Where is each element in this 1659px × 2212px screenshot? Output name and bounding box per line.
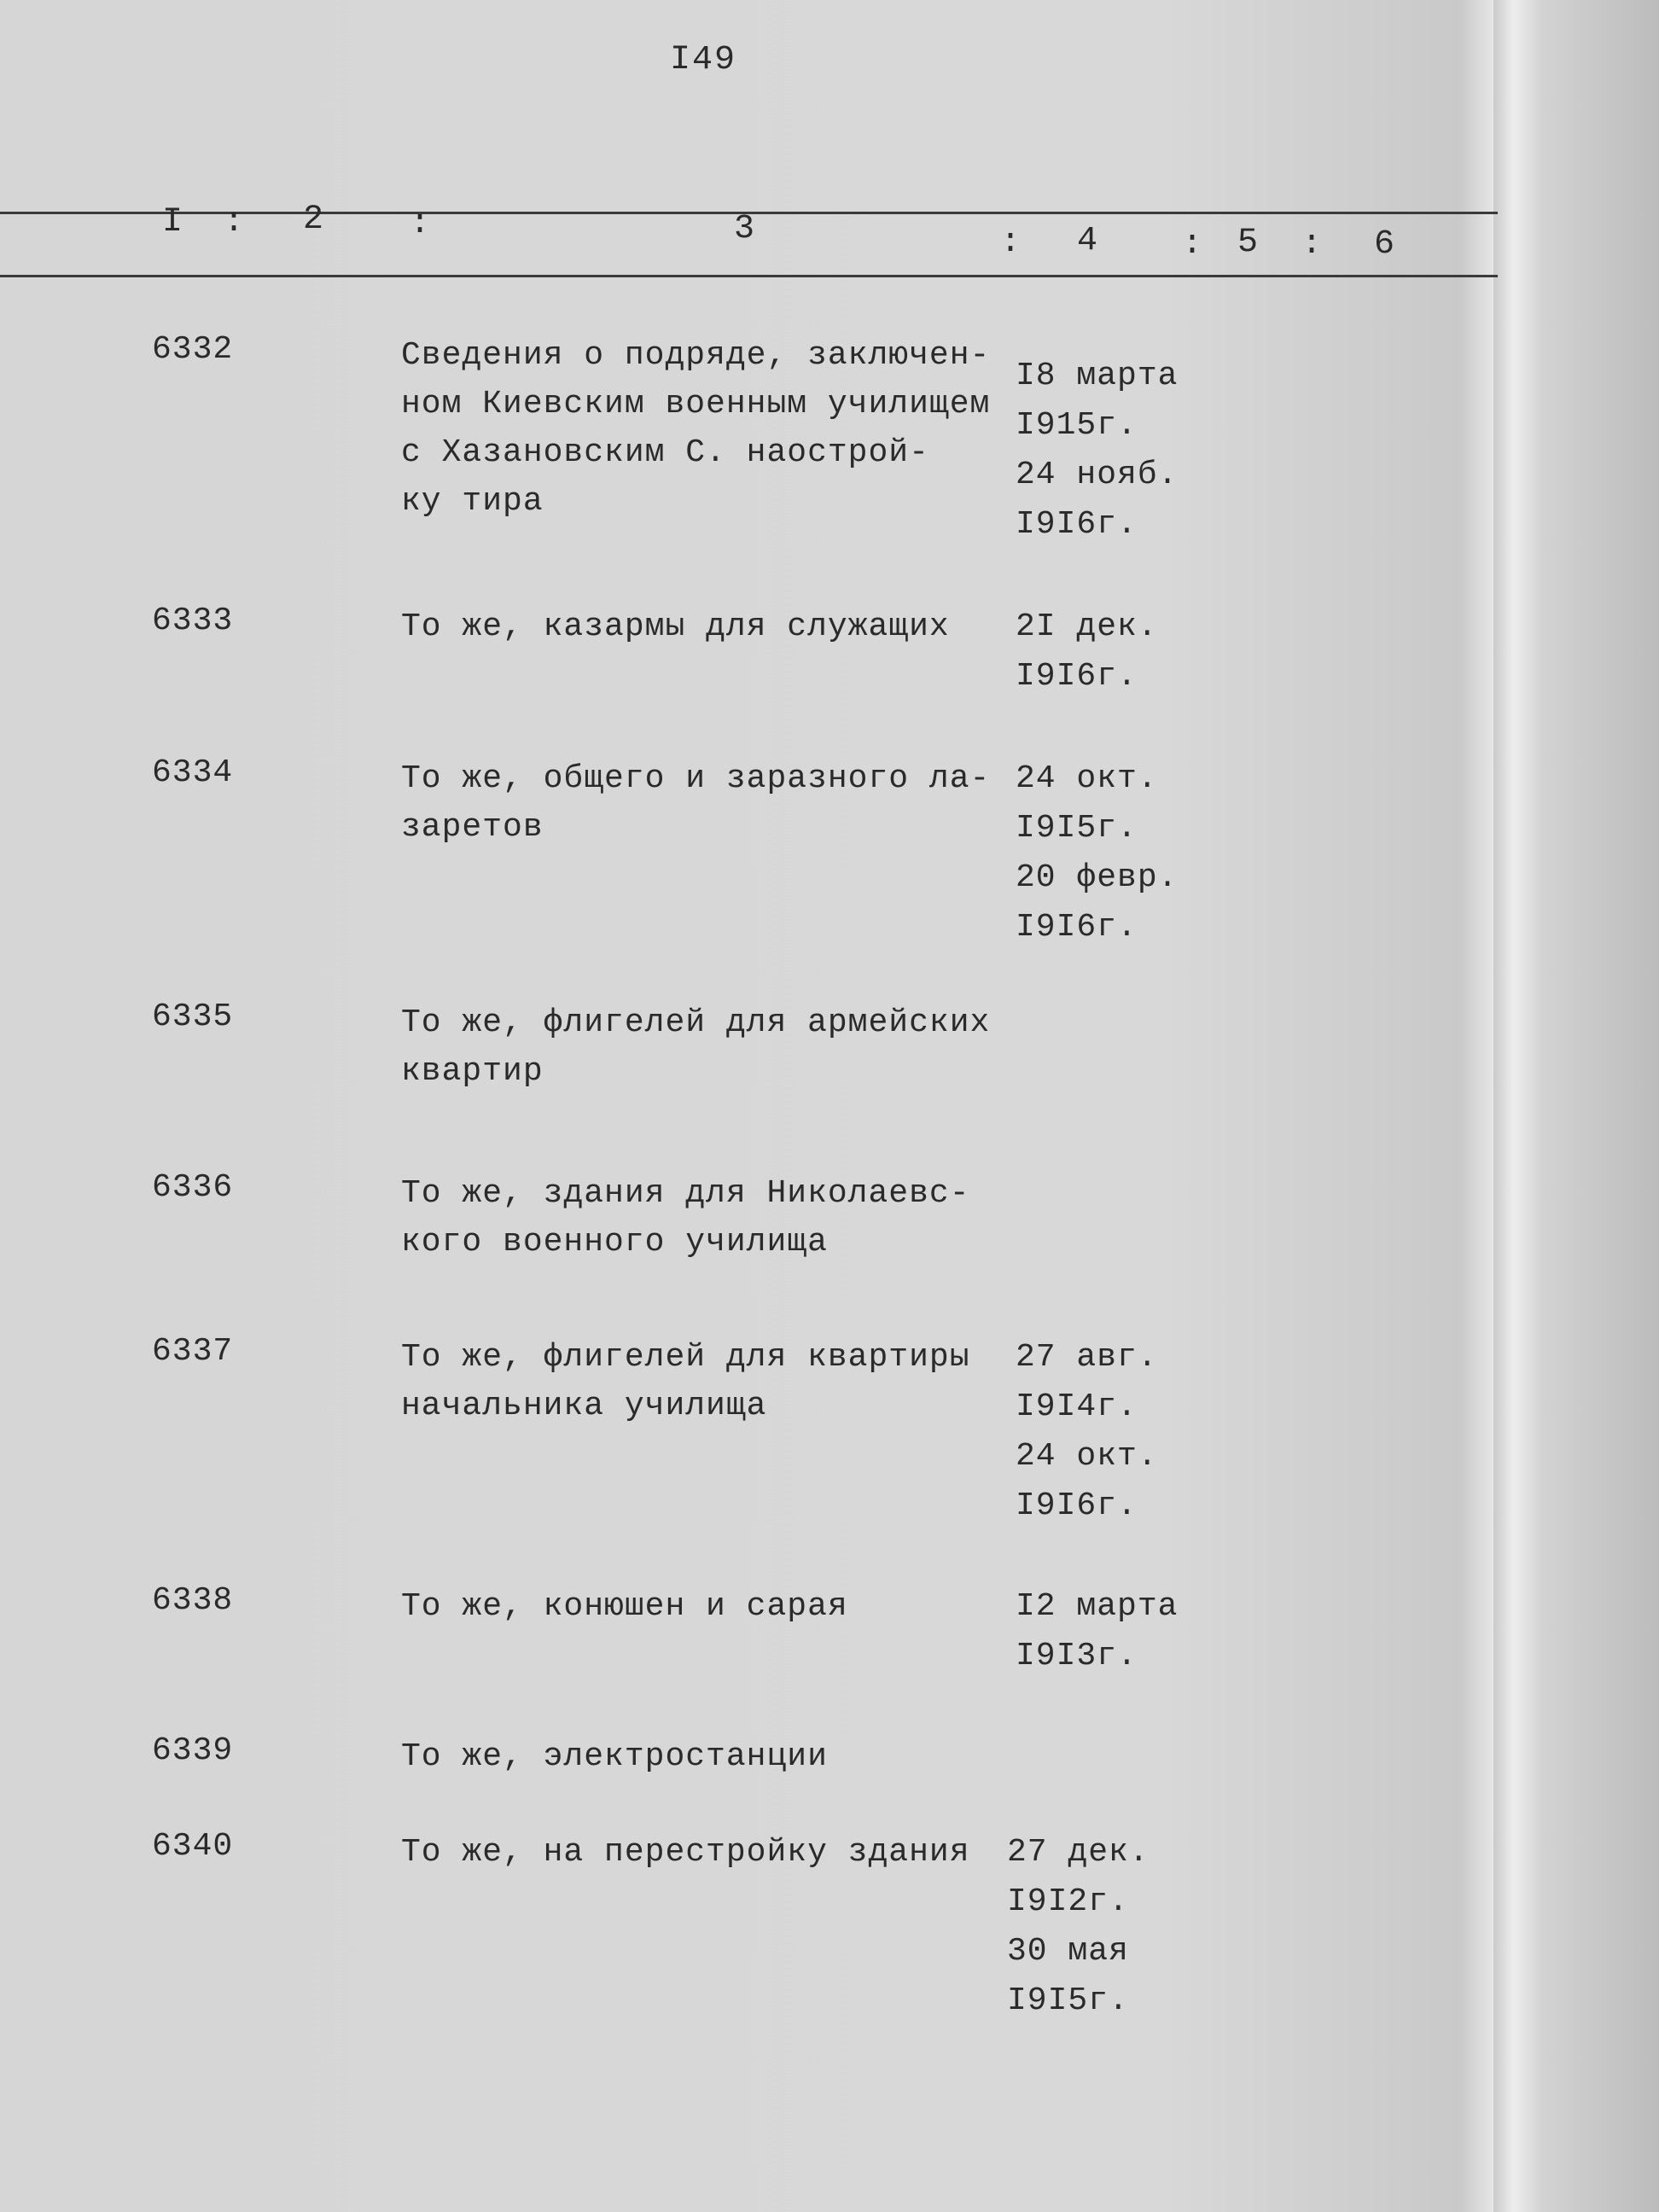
column-header-1: I: [162, 203, 183, 242]
entry-date: I9I2г.: [1007, 1883, 1129, 1920]
entry-title: То же, общего и заразного ла- заретов: [401, 760, 991, 846]
column-separator: :: [224, 203, 245, 242]
header-rule-bottom: [0, 275, 1498, 277]
entry-dates: [1016, 1582, 1203, 1681]
entry-number: 6340: [152, 1828, 234, 1865]
page-number: I49: [670, 41, 737, 79]
page-edge-shadow: [1493, 0, 1659, 2212]
column-separator: :: [1301, 225, 1323, 264]
entry-dates: [1007, 1828, 1195, 2026]
column-header-6: 6: [1374, 225, 1395, 264]
column-separator: :: [1182, 225, 1203, 264]
column-header-3: 3: [734, 210, 755, 248]
entry-date: I9I5г.: [1007, 1982, 1129, 2019]
entry-dates: [1016, 754, 1203, 952]
column-header-2: 2: [303, 201, 324, 239]
entry-number: 6333: [152, 602, 234, 639]
entry-number: 6332: [152, 331, 234, 368]
entry-dates: [1016, 602, 1203, 701]
entry-date: 24 окт.: [1016, 760, 1158, 797]
entry-title: То же, на перестройку здания: [401, 1834, 970, 1871]
entry-date: 24 нояб.: [1016, 457, 1179, 493]
entry-date: 24 окт.: [1016, 1438, 1158, 1475]
entry-date: I915г.: [1016, 407, 1138, 444]
entry-date: 30 мая: [1007, 1933, 1129, 1970]
entry-date: I9I3г.: [1016, 1638, 1138, 1674]
entry-date: 27 авг.: [1016, 1339, 1158, 1376]
entry-date: I9I5г.: [1016, 810, 1138, 847]
entry-title: То же, здания для Николаевс- кого военного училища: [401, 1175, 970, 1260]
entry-number: 6338: [152, 1582, 234, 1619]
column-separator: :: [410, 205, 431, 243]
column-separator: :: [1000, 224, 1022, 262]
column-header-5: 5: [1237, 224, 1259, 262]
entry-number: 6339: [152, 1732, 234, 1769]
entry-number: 6334: [152, 754, 234, 791]
entry-date: I8 марта: [1016, 358, 1179, 394]
entry-date: 27 дек.: [1007, 1834, 1150, 1871]
entry-date: 2I дек.: [1016, 608, 1158, 645]
entry-dates: [1016, 1333, 1203, 1531]
entry-title: То же, электростанции: [401, 1738, 828, 1775]
entry-date: I9I6г.: [1016, 506, 1138, 543]
entry-date: I9I6г.: [1016, 909, 1138, 946]
entry-title: То же, конюшен и сарая: [401, 1588, 848, 1625]
entry-title: То же, флигелей для квартиры начальника училища: [401, 1339, 970, 1424]
entry-title: То же, казармы для служащих: [401, 608, 950, 645]
entry-number: 6335: [152, 998, 234, 1035]
entry-title: То же, флигелей для армейских квартир: [401, 1004, 991, 1090]
entry-title: Сведения о подряде, заключен- ном Киевским военным училищем с Хазановским С. наострой- ку тира: [401, 337, 991, 520]
entry-date: I9I6г.: [1016, 1487, 1138, 1524]
entry-date: I9I4г.: [1016, 1388, 1138, 1425]
entry-number: 6337: [152, 1333, 234, 1370]
entry-dates: [1016, 352, 1203, 550]
entry-date: I9I6г.: [1016, 658, 1138, 695]
entry-date: 20 февр.: [1016, 859, 1179, 896]
entry-date: I2 марта: [1016, 1588, 1179, 1625]
column-header-4: 4: [1077, 222, 1098, 260]
entry-number: 6336: [152, 1169, 234, 1206]
